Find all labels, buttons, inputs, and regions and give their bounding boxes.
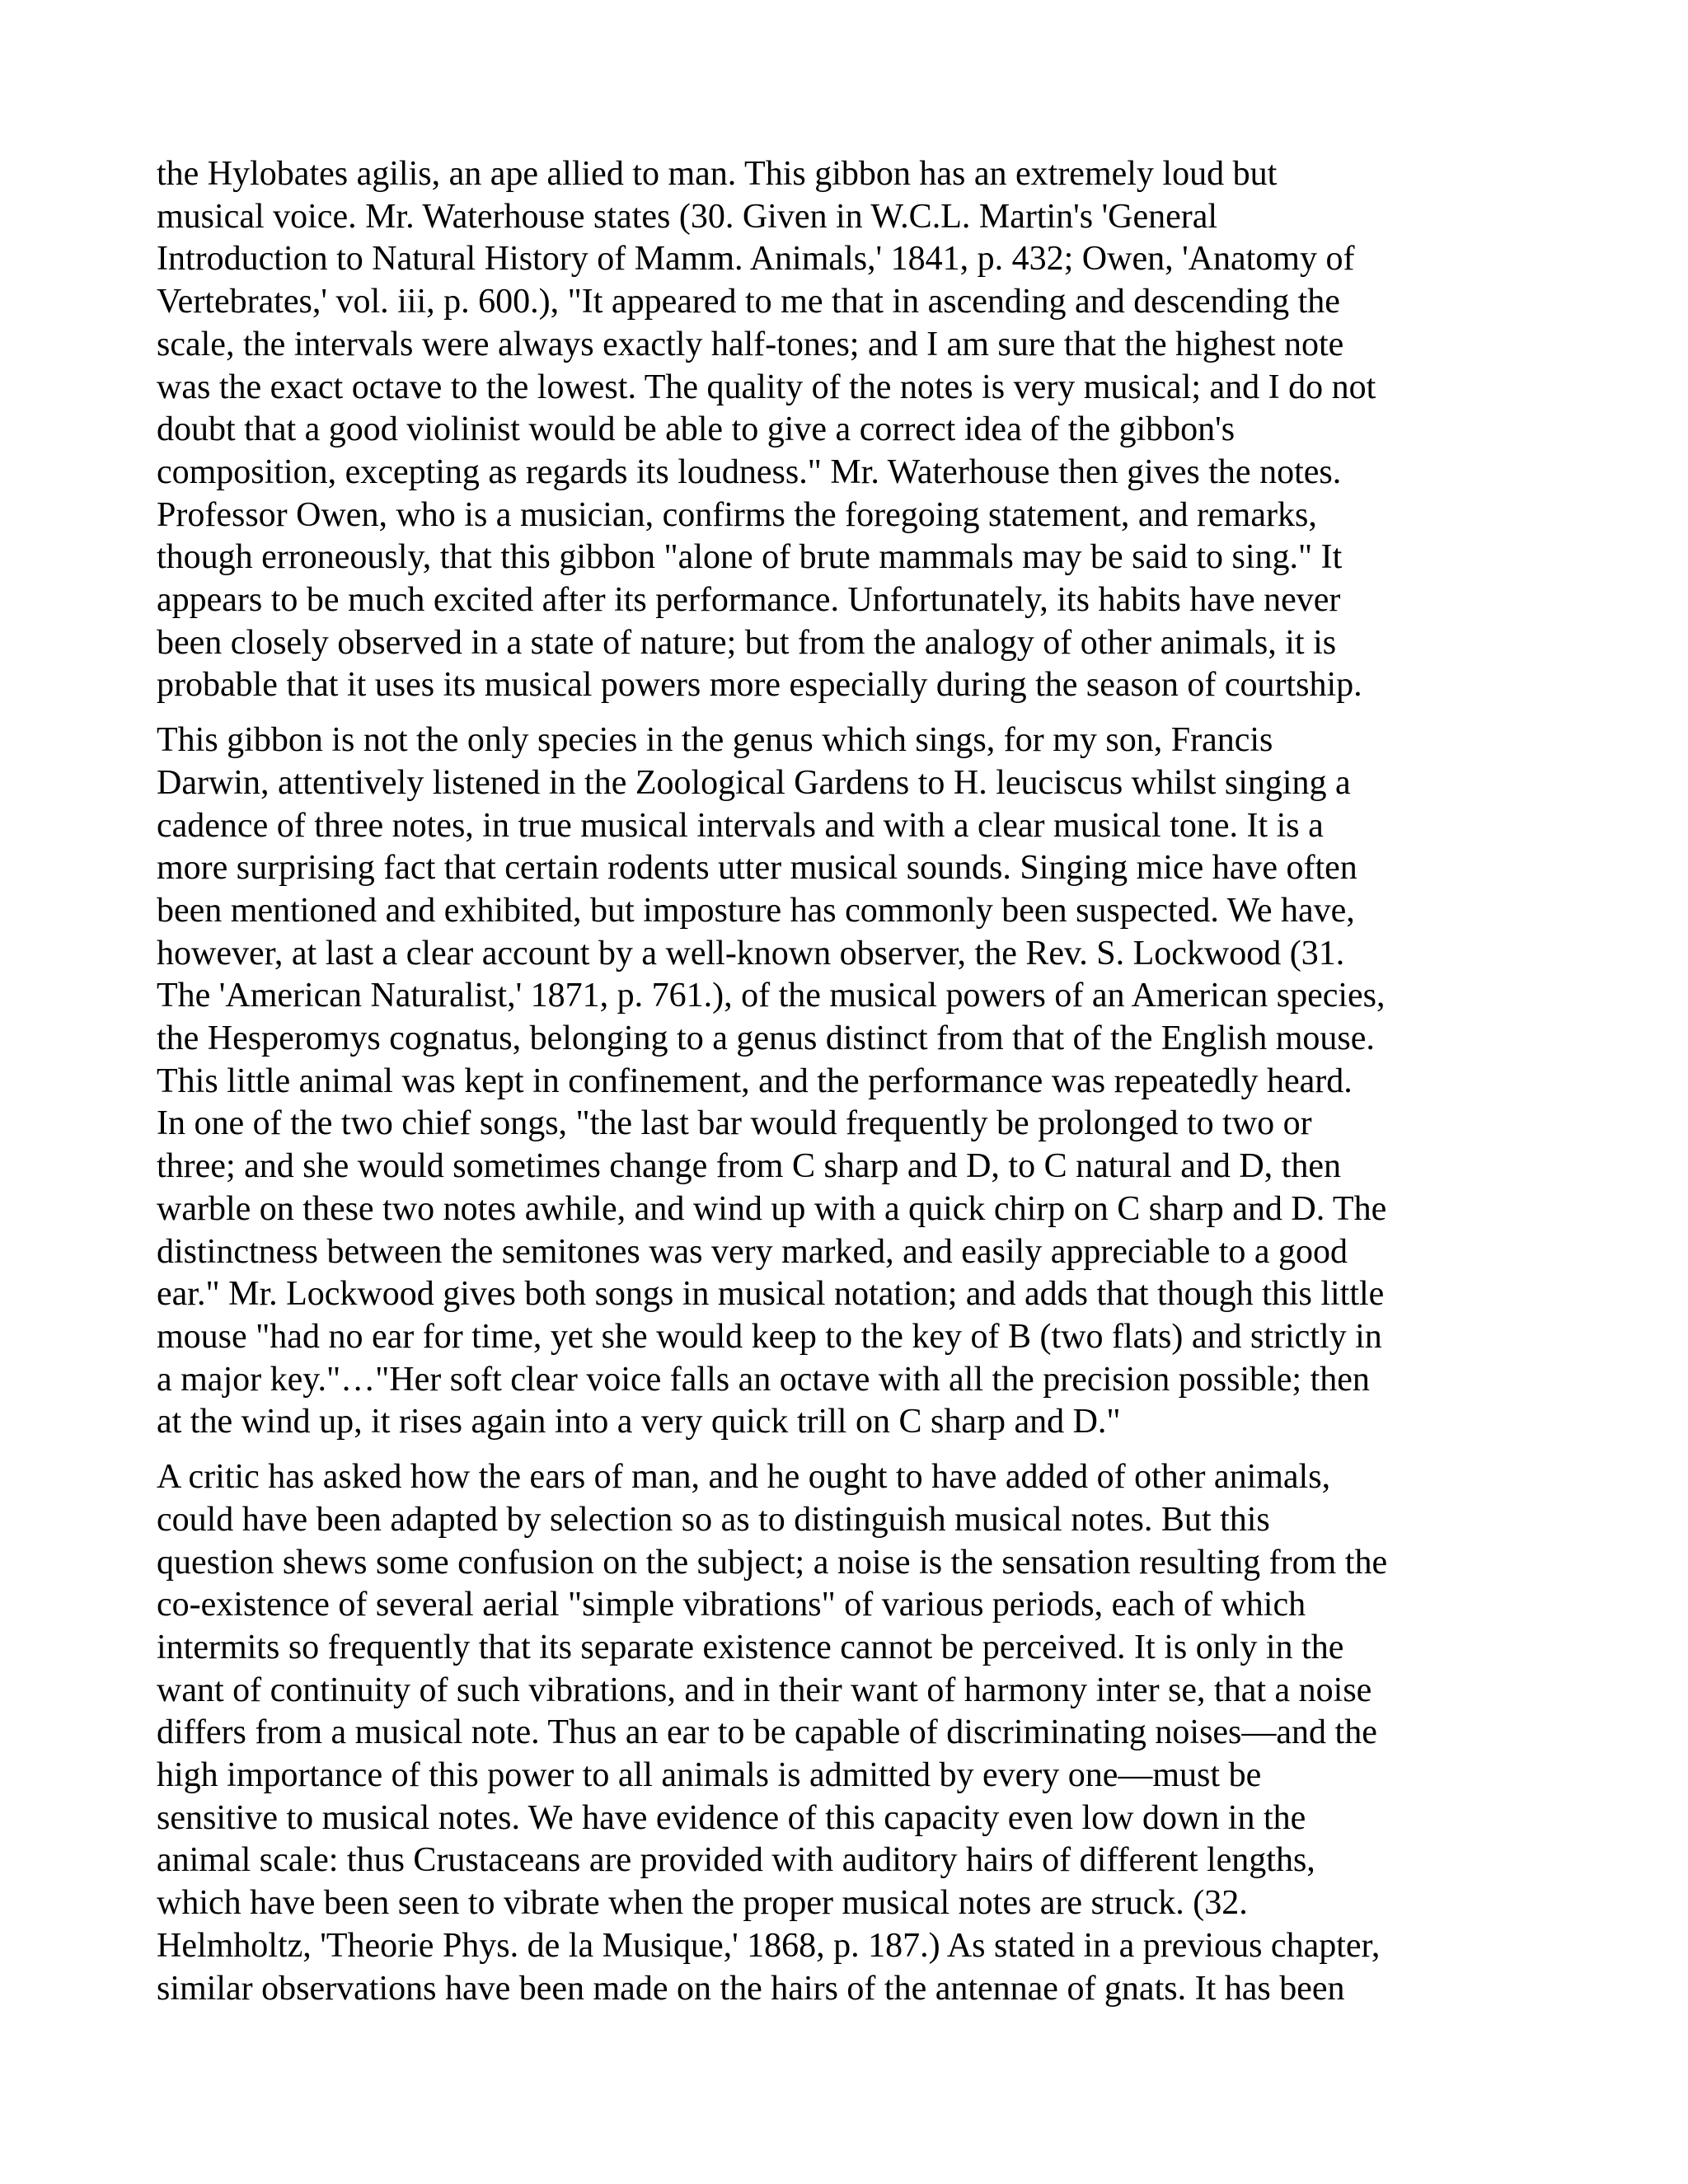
text-line: however, at last a clear account by a well-known observer, the Rev. S. Lockwood (31.: [157, 934, 1345, 972]
text-line: warble on these two notes awhile, and wind up with a quick chirp on C sharp and D. The: [157, 1189, 1387, 1228]
text-line: A critic has asked how the ears of man, and he ought to have added of other animals,: [157, 1458, 1331, 1497]
paragraph-3: [157, 1456, 1525, 2010]
text-line: The 'American Naturalist,' 1871, p. 761.), of the musical powers of an American species,: [157, 977, 1386, 1015]
text-line: more surprising fact that certain rodents utter musical sounds. Singing mice have often: [157, 849, 1357, 888]
text-line: mouse "had no ear for time, yet she would keep to the key of B (two flats) and strictly in: [157, 1317, 1382, 1356]
paragraph-1: [157, 153, 1525, 707]
text-line: high importance of this power to all animals is admitted by every one—must be: [157, 1756, 1262, 1795]
text-line: Professor Owen, who is a musician, confirms the foregoing statement, and remarks,: [157, 495, 1317, 534]
text-line: been mentioned and exhibited, but imposture has commonly been suspected. We have,: [157, 891, 1355, 930]
text-line: This little animal was kept in confinement, and the performance was repeatedly heard.: [157, 1062, 1353, 1100]
text-line: a major key."…"Her soft clear voice falls an octave with all the precision possible; then: [157, 1360, 1370, 1399]
text-line: been closely observed in a state of nature; but from the analogy of other animals, it is: [157, 623, 1337, 662]
text-line: musical voice. Mr. Waterhouse states (30. Given in W.C.L. Martin's 'General: [157, 197, 1218, 236]
text-line: cadence of three notes, in true musical intervals and with a clear musical tone. It is a: [157, 806, 1324, 845]
text-line: at the wind up, it rises again into a very quick trill on C sharp and D.": [157, 1403, 1121, 1441]
text-line: This gibbon is not the only species in the genus which sings, for my son, Francis: [157, 721, 1273, 760]
text-line: scale, the intervals were always exactly half-tones; and I am sure that the highest note: [157, 325, 1344, 363]
paragraph-2: [157, 719, 1525, 1444]
text-line: ear." Mr. Lockwood gives both songs in musical notation; and adds that though this little: [157, 1275, 1385, 1314]
text-line: though erroneously, that this gibbon "alone of brute mammals may be said to sing." It: [157, 538, 1343, 577]
text-line: question shews some confusion on the subject; a noise is the sensation resulting from the: [157, 1543, 1388, 1582]
text-line: doubt that a good violinist would be able to give a correct idea of the gibbon's: [157, 410, 1236, 449]
text-line: which have been seen to vibrate when the proper musical notes are struck. (32.: [157, 1884, 1248, 1923]
text-line: composition, excepting as regards its loudness." Mr. Waterhouse then gives the notes.: [157, 452, 1342, 491]
text-line: Introduction to Natural History of Mamm. Animals,' 1841, p. 432; Owen, 'Anatomy of: [157, 240, 1355, 279]
text-line: was the exact octave to the lowest. The quality of the notes is very musical; and I do not: [157, 368, 1376, 406]
text-line: could have been adapted by selection so as to distinguish musical notes. But this: [157, 1500, 1270, 1539]
text-line: appears to be much excited after its performance. Unfortunately, its habits have never: [157, 581, 1341, 620]
text-line: the Hesperomys cognatus, belonging to a genus distinct from that of the English mouse.: [157, 1019, 1375, 1058]
text-line: Vertebrates,' vol. iii, p. 600.), "It appeared to me that in ascending and descending the: [157, 283, 1340, 321]
text-line: distinctness between the semitones was very marked, and easily appreciable to a good: [157, 1232, 1348, 1271]
text-line: three; and she would sometimes change from C sharp and D, to C natural and D, then: [157, 1147, 1341, 1186]
text-line: In one of the two chief songs, "the last bar would frequently be prolonged to two or: [157, 1104, 1312, 1143]
text-line: animal scale: thus Crustaceans are provided with auditory hairs of different lengths,: [157, 1841, 1315, 1880]
document-page: [157, 153, 1525, 2022]
text-line: Helmholtz, 'Theorie Phys. de la Musique,' 1868, p. 187.) As stated in a previous chapter,: [157, 1926, 1381, 1965]
text-line: differs from a musical note. Thus an ear to be capable of discriminating noises—and the: [157, 1713, 1377, 1752]
text-line: probable that it uses its musical powers more especially during the season of courtship.: [157, 666, 1362, 705]
text-line: want of continuity of such vibrations, and in their want of harmony inter se, that a noise: [157, 1671, 1372, 1709]
text-line: co-existence of several aerial "simple vibrations" of various periods, each of which: [157, 1586, 1306, 1624]
text-line: similar observations have been made on the hairs of the antennae of gnats. It has been: [157, 1969, 1345, 2008]
text-line: intermits so frequently that its separate existence cannot be perceived. It is only in the: [157, 1628, 1344, 1666]
text-line: Darwin, attentively listened in the Zoological Gardens to H. leuciscus whilst singing a: [157, 763, 1351, 802]
text-line: the Hylobates agilis, an ape allied to man. This gibbon has an extremely loud but: [157, 155, 1278, 193]
text-line: sensitive to musical notes. We have evidence of this capacity even low down in the: [157, 1798, 1306, 1837]
